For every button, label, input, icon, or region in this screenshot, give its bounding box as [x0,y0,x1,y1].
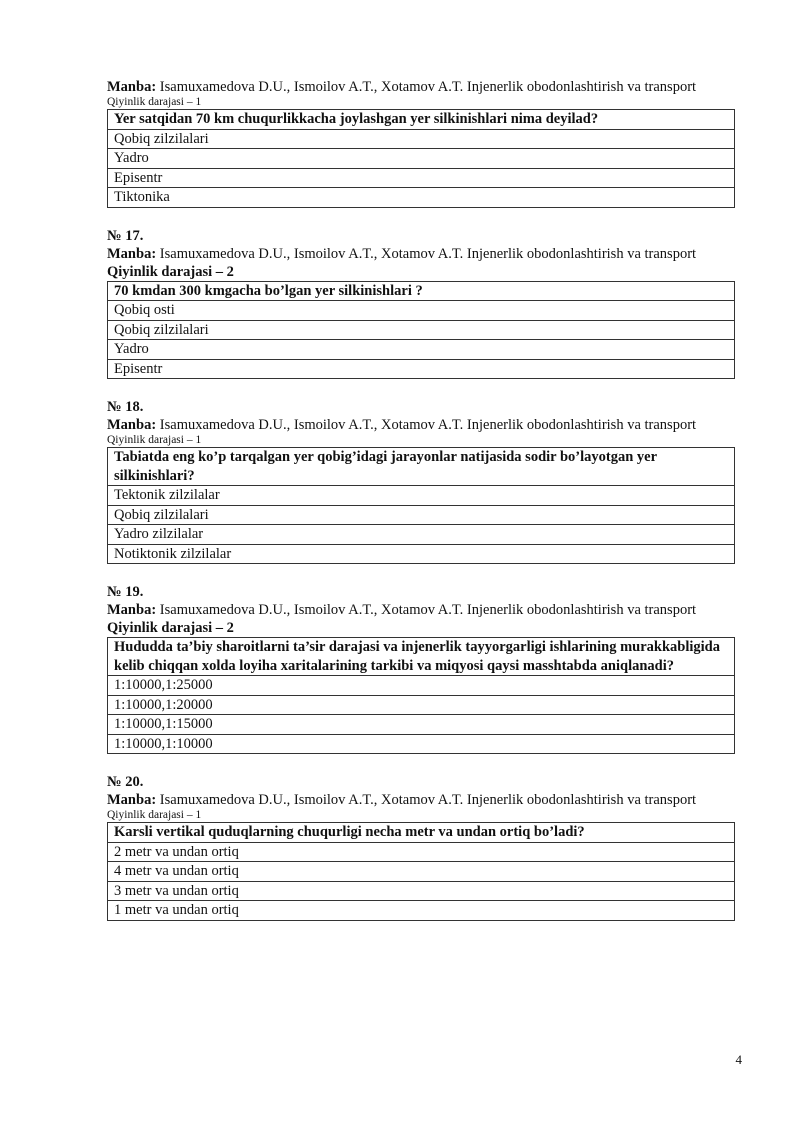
answer-option: Yadro [108,340,735,360]
source-label: Manba: [107,245,157,262]
question-table [107,447,735,564]
source-text: Isamuxamedova D.U., Ismoilov A.T., Xotamov A.T. Injenerlik obodonlashtirish va transport [156,792,697,808]
difficulty-level: Qiyinlik darajasi – 1 [107,96,202,108]
question-number: № 19. [107,584,144,600]
question-text: Karsli vertikal quduqlarning chuqurligi necha metr va undan ortiq bo’ladi? [108,823,735,843]
question-text: Hududda ta’biy sharoitlarni ta’sir darajasi va injenerlik tayyorgarligi ishlarining murakkabligida kelib chiqqan xolda loyiha xaritalarining tarkibi va miqyosi qaysi masshtabda aniqlanadi? [108,638,735,676]
question-table [107,109,735,208]
question-block-18 [107,398,735,564]
question-text: 70 kmdan 300 kmgacha bo’lgan yer silkinishlari ? [108,281,735,301]
answer-option: 1:10000,1:25000 [108,676,735,696]
answer-option: Qobiq zilzilalari [108,129,735,149]
answer-option: 1:10000,1:15000 [108,715,735,735]
answer-option: 3 metr va undan ortiq [108,881,735,901]
document-page [107,78,735,940]
source-label: Manba: [107,792,157,808]
question-number: № 17. [107,227,144,244]
question-table [107,637,735,754]
difficulty-level: Qiyinlik darajasi – 2 [107,263,234,280]
difficulty-level: Qiyinlik darajasi – 2 [107,620,234,636]
question-text: Yer satqidan 70 km chuqurlikkacha joylashgan yer silkinishlari nima deyilad? [108,110,735,130]
source-text: Isamuxamedova D.U., Ismoilov A.T., Xotamov A.T. Injenerlik obodonlashtirish va transport [156,245,697,262]
question-block-17 [107,227,735,380]
answer-option: Qobiq zilzilalari [108,320,735,340]
source-line [107,601,735,619]
source-text: Isamuxamedova D.U., Ismoilov A.T., Xotamov A.T. Injenerlik obodonlashtirish va transport [156,417,697,433]
answer-option: 2 metr va undan ortiq [108,842,735,862]
answer-option: Episentr [108,168,735,188]
answer-option: Tektonik zilzilalar [108,486,735,506]
answer-option: Yadro [108,149,735,169]
answer-option: 1:10000,1:10000 [108,734,735,754]
source-label: Manba: [107,79,157,95]
difficulty-level: Qiyinlik darajasi – 1 [107,434,202,446]
difficulty-level: Qiyinlik darajasi – 1 [107,809,202,821]
answer-option: 1 metr va undan ortiq [108,901,735,921]
source-label: Manba: [107,602,157,618]
answer-option: 4 metr va undan ortiq [108,862,735,882]
source-text: Isamuxamedova D.U., Ismoilov A.T., Xotamov A.T. Injenerlik obodonlashtirish va transport [156,79,697,95]
question-block-20 [107,773,735,921]
question-number: № 20. [107,774,144,790]
source-line [107,791,735,809]
source-text: Isamuxamedova D.U., Ismoilov A.T., Xotamov A.T. Injenerlik obodonlashtirish va transport [156,602,697,618]
page-number: 4 [735,1052,742,1067]
answer-option: 1:10000,1:20000 [108,695,735,715]
answer-option: Notiktonik zilzilalar [108,544,735,564]
source-label: Manba: [107,417,157,433]
question-block-16 [107,78,735,208]
source-line [107,416,735,434]
source-line [107,245,735,263]
answer-option: Tiktonika [108,188,735,208]
answer-option: Qobiq osti [108,301,735,321]
source-line [107,78,735,96]
answer-option: Episentr [108,359,735,379]
question-table [107,281,735,380]
question-number: № 18. [107,399,144,415]
question-block-19 [107,583,735,754]
question-text: Tabiatda eng ko’p tarqalgan yer qobig’idagi jarayonlar natijasida sodir bo’layotgan yer silkinishlari? [108,448,735,486]
question-table [107,822,735,921]
answer-option: Yadro zilzilalar [108,525,735,545]
answer-option: Qobiq zilzilalari [108,505,735,525]
